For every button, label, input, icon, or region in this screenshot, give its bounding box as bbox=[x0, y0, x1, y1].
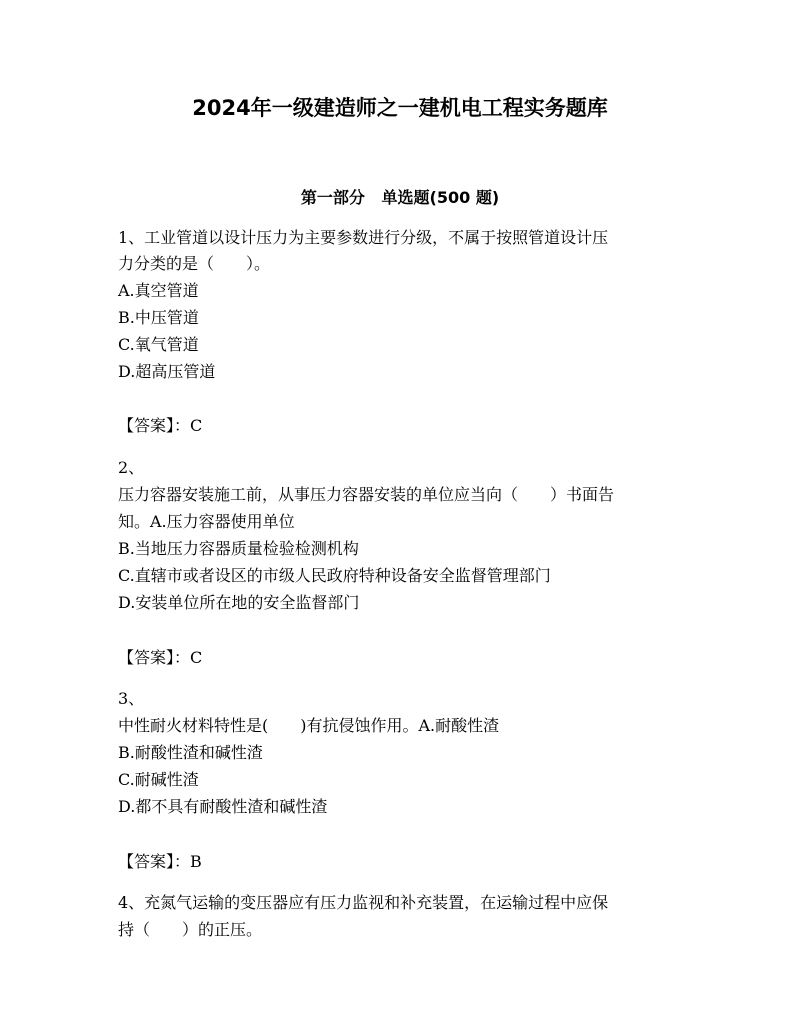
question-3-answer: 【答案】：B bbox=[118, 852, 202, 871]
question-1-option-b: B.中压管道 bbox=[118, 308, 199, 327]
question-4-stem-line-1: 4、充氮气运输的变压器应有压力监视和补充装置，在运输过程中应保 bbox=[118, 893, 609, 912]
question-2-option-c: C.直辖市或者设区的市级人民政府特种设备安全监督管理部门 bbox=[118, 566, 551, 585]
question-3-number: 3、 bbox=[118, 689, 145, 708]
question-1-option-c: C.氧气管道 bbox=[118, 335, 199, 354]
document-title: 2024年一级建造师之一建机电工程实务题库 bbox=[192, 96, 608, 120]
question-2-option-d: D.安装单位所在地的安全监督部门 bbox=[118, 593, 360, 612]
question-2-answer: 【答案】：C bbox=[118, 648, 203, 667]
question-1-option-a: A.真空管道 bbox=[118, 281, 199, 300]
question-3-option-b: B.耐酸性渣和碱性渣 bbox=[118, 743, 263, 762]
question-1-stem-line-1: 1、工业管道以设计压力为主要参数进行分级，不属于按照管道设计压 bbox=[118, 228, 609, 247]
question-2-stem-line-2: 知。A.压力容器使用单位 bbox=[118, 512, 295, 531]
question-4-stem-line-2: 持（ ）的正压。 bbox=[118, 920, 263, 939]
question-2-number: 2、 bbox=[118, 458, 145, 477]
question-3-stem-line-1: 中性耐火材料特性是( )有抗侵蚀作用。A.耐酸性渣 bbox=[118, 716, 500, 735]
question-2-stem-line-1: 压力容器安装施工前，从事压力容器安装的单位应当向（ ）书面告 bbox=[118, 485, 615, 504]
question-3-option-d: D.都不具有耐酸性渣和碱性渣 bbox=[118, 797, 328, 816]
question-3-option-c: C.耐碱性渣 bbox=[118, 770, 199, 789]
question-1-answer: 【答案】：C bbox=[118, 416, 203, 435]
section-heading: 第一部分 单选题(500 题) bbox=[300, 188, 500, 207]
question-1-stem-line-2: 力分类的是（ ）。 bbox=[118, 254, 271, 273]
question-1-option-d: D.超高压管道 bbox=[118, 362, 216, 381]
question-2-option-b: B.当地压力容器质量检验检测机构 bbox=[118, 539, 359, 558]
